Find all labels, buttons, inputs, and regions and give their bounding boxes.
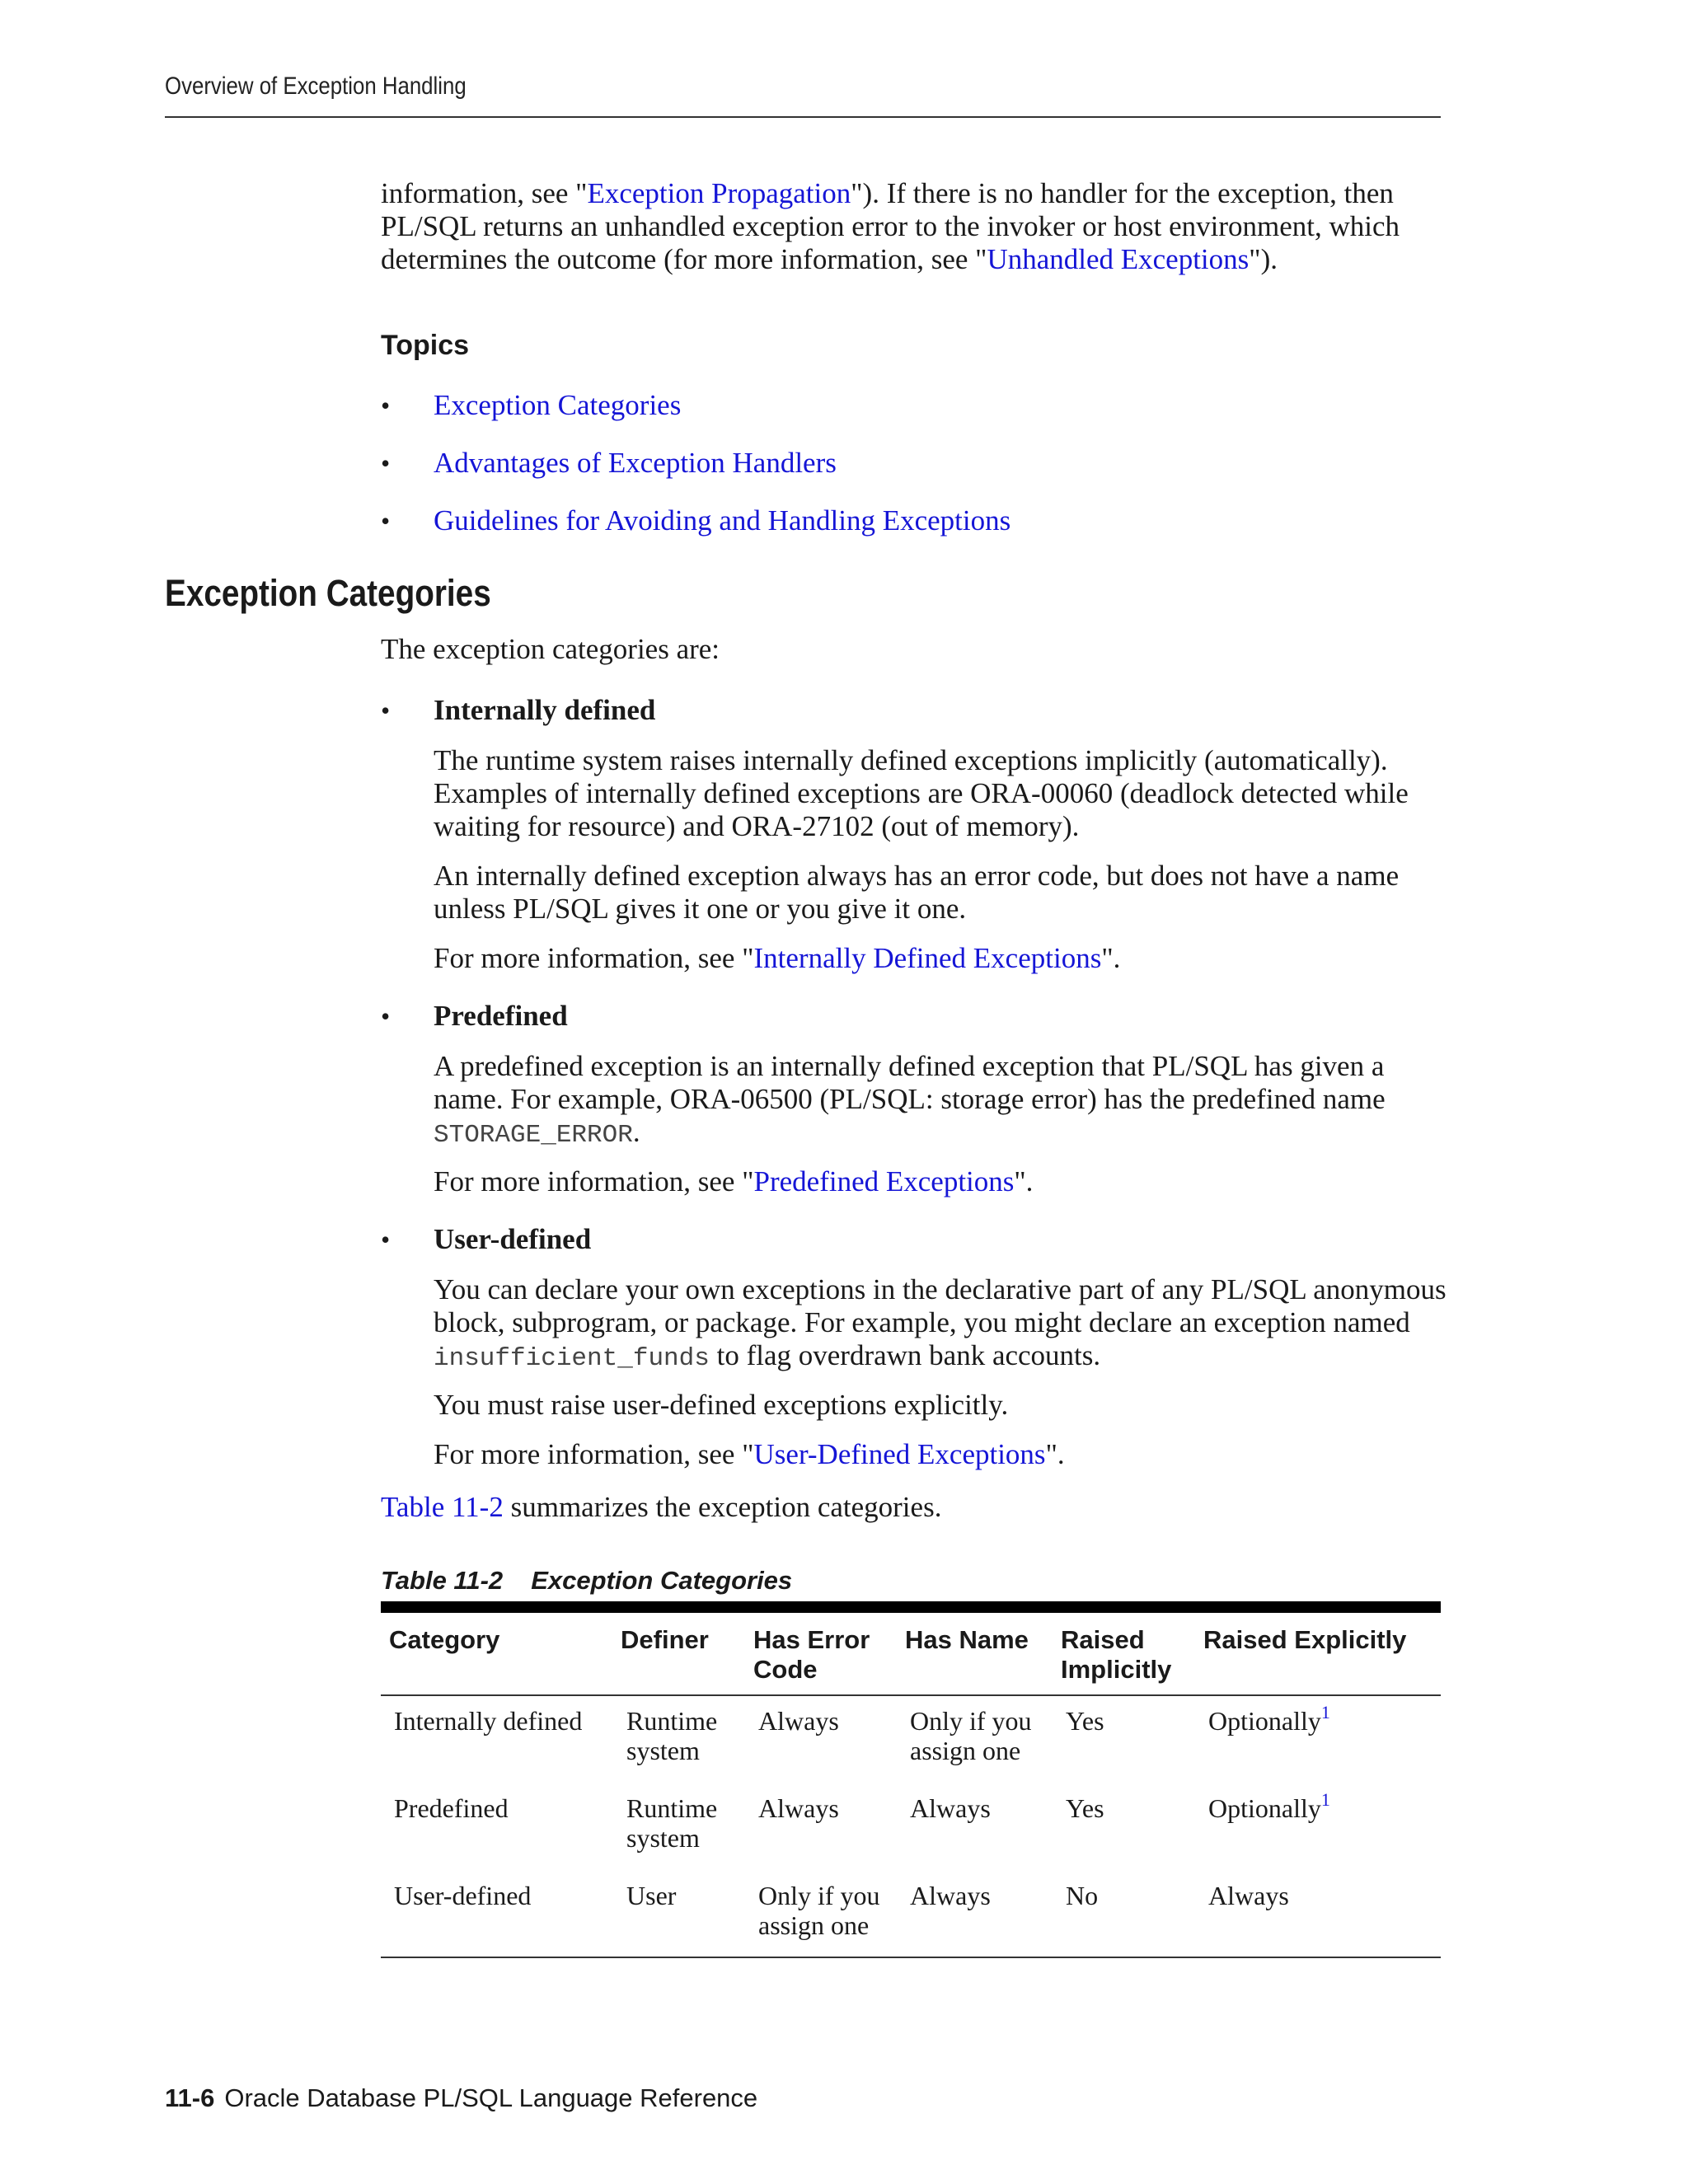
paragraph-text: You can declare your own exceptions in the declarative part of any PL/SQL anonymous block, subprogram, or package. For example, you might declare an exception named	[434, 1273, 1447, 1338]
table-header-definer: Definer	[621, 1625, 709, 1654]
more-info-suffix: ".	[1101, 942, 1121, 974]
table-cell: Always	[758, 1793, 839, 1823]
category-paragraph: An internally defined exception always has an error code, but does not have a name unless PL/SQL gives it one or you give it one.	[434, 860, 1400, 925]
code-insufficient-funds: insufficient_funds	[434, 1344, 710, 1373]
table-cell: User-defined	[394, 1881, 532, 1910]
table-caption	[381, 1566, 792, 1596]
topic-link-exception-categories[interactable]: Exception Categories	[434, 389, 682, 421]
summary-text: summarizes the exception categories.	[503, 1491, 942, 1523]
table-cell: Only if you assign one	[910, 1706, 1032, 1765]
category-paragraph	[434, 1273, 1456, 1376]
table-top-rule	[381, 1601, 1441, 1613]
page-number: 11-6	[165, 2083, 215, 2112]
table-cell: Always	[910, 1793, 991, 1823]
table-cell: Runtime system	[626, 1793, 718, 1853]
book-title: Oracle Database PL/SQL Language Reference	[224, 2083, 758, 2112]
table-cell-text: Optionally	[1208, 1706, 1321, 1736]
table-caption-number: Table 11-2	[381, 1566, 504, 1595]
intro-text-1: information, see "	[381, 177, 588, 209]
more-info-line	[434, 1165, 1456, 1198]
code-storage-error: STORAGE_ERROR	[434, 1121, 633, 1150]
table-cell: Internally defined	[394, 1706, 583, 1736]
link-exception-propagation[interactable]: Exception Propagation	[587, 177, 851, 209]
table-header-rule	[381, 1694, 1441, 1696]
intro-text-2: "). If there is no handler for the exception, then PL/SQL returns an unhandled exception error to the invoker or host environment, which determines the outcome (for more information, see "	[381, 177, 1400, 275]
table-header-has-name: Has Name	[905, 1625, 1029, 1654]
more-info-suffix: ".	[1045, 1438, 1065, 1470]
topic-link-guidelines[interactable]: Guidelines for Avoiding and Handling Exceptions	[434, 504, 1011, 537]
bullet-icon: •	[381, 506, 391, 536]
link-predefined-exceptions[interactable]: Predefined Exceptions	[753, 1165, 1015, 1197]
table-cell-text: Optionally	[1208, 1793, 1321, 1823]
table-header-has-error-code: Has Error Code	[753, 1625, 870, 1684]
category-heading-internally-defined: Internally defined	[434, 694, 656, 726]
table-bottom-rule	[381, 1957, 1441, 1958]
table-cell: Yes	[1066, 1706, 1104, 1736]
table-cell: Runtime system	[626, 1706, 718, 1765]
table-header-raised-implicitly: Raised Implicitly	[1061, 1625, 1172, 1684]
table-cell: Always	[910, 1881, 991, 1910]
table-reference-line	[381, 1491, 1452, 1524]
topics-list	[0, 389, 1688, 554]
more-info-prefix: For more information, see "	[434, 942, 754, 974]
more-info-prefix: For more information, see "	[434, 1438, 754, 1470]
topic-link-advantages[interactable]: Advantages of Exception Handlers	[434, 447, 837, 479]
category-paragraph	[434, 1050, 1456, 1152]
intro-paragraph	[381, 177, 1452, 276]
table-header-category: Category	[389, 1625, 500, 1654]
running-header: Overview of Exception Handling	[165, 73, 467, 100]
paragraph-text: .	[632, 1116, 640, 1148]
more-info-line	[434, 1438, 1456, 1471]
intro-text-3: ").	[1249, 243, 1278, 275]
table-caption-title: Exception Categories	[531, 1566, 793, 1595]
category-paragraph: You must raise user-defined exceptions explicitly.	[434, 1389, 1009, 1421]
table-cell: No	[1066, 1881, 1099, 1910]
more-info-prefix: For more information, see "	[434, 1165, 754, 1197]
category-heading-user-defined: User-defined	[434, 1223, 592, 1255]
table-header-raised-explicitly: Raised Explicitly	[1203, 1625, 1407, 1654]
table-cell: Predefined	[394, 1793, 509, 1823]
link-table-11-2[interactable]: Table 11-2	[381, 1491, 504, 1523]
bullet-icon: •	[381, 1225, 391, 1254]
paragraph-text: A predefined exception is an internally defined exception that PL/SQL has given a name. For example, ORA-06500 (PL/SQL: storage error) has the predefined name	[434, 1050, 1386, 1115]
category-paragraph: The runtime system raises internally defined exceptions implicitly (automatically). Examples of internally defined exceptions are ORA-00060 (deadlock detected while waiting for resource) and ORA-27102 (out of memory).	[434, 744, 1409, 842]
page-footer	[165, 2083, 757, 2113]
more-info-line	[434, 942, 1456, 975]
section-lead: The exception categories are:	[381, 633, 720, 665]
bullet-icon: •	[381, 696, 391, 725]
paragraph-text: to flag overdrawn bank accounts.	[709, 1339, 1101, 1371]
link-user-defined-exceptions[interactable]: User-Defined Exceptions	[753, 1438, 1046, 1470]
bullet-icon: •	[381, 391, 391, 420]
table-cell: Only if you assign one	[758, 1881, 880, 1940]
bullet-icon: •	[381, 448, 391, 478]
category-heading-predefined: Predefined	[434, 1000, 568, 1032]
footnote-link[interactable]: 1	[1320, 1702, 1330, 1722]
table-cell: Always	[758, 1706, 839, 1736]
topics-heading: Topics	[381, 330, 470, 361]
section-title: Exception Categories	[165, 572, 491, 614]
more-info-suffix: ".	[1014, 1165, 1034, 1197]
footnote-link[interactable]: 1	[1320, 1789, 1330, 1810]
table-cell	[1208, 1702, 1431, 1736]
link-internally-defined-exceptions[interactable]: Internally Defined Exceptions	[753, 942, 1102, 974]
table-cell: Yes	[1066, 1793, 1104, 1823]
bullet-icon: •	[381, 1001, 391, 1031]
table-cell: User	[626, 1881, 677, 1910]
link-unhandled-exceptions[interactable]: Unhandled Exceptions	[987, 243, 1250, 275]
header-divider	[165, 116, 1441, 118]
table-cell	[1208, 1789, 1431, 1823]
table-cell: Always	[1208, 1881, 1289, 1910]
